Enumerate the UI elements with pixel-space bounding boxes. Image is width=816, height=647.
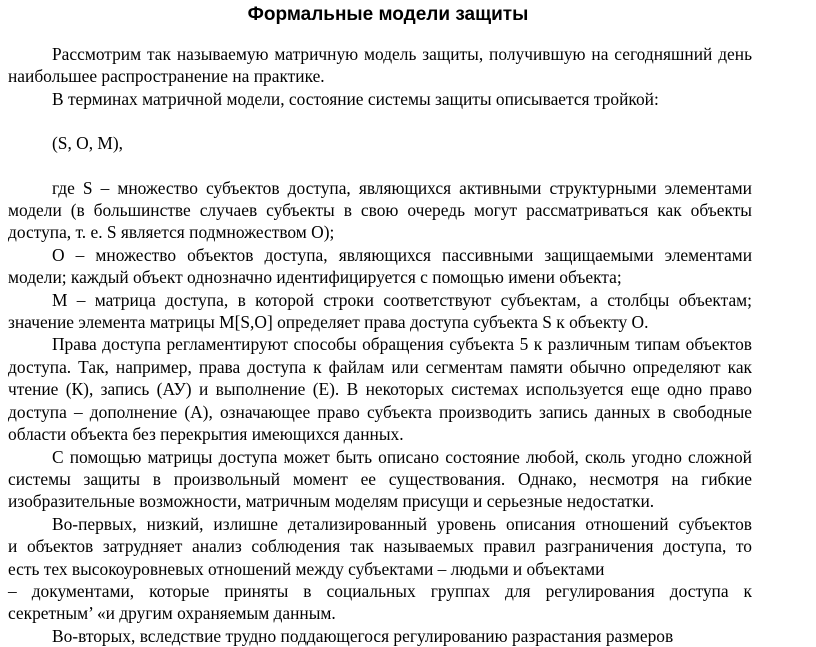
paragraph-objects: O – множество объектов доступа, являющихся пассивными защищаемыми элементами модели; каждый объект однозначно идентифицируется с помощью имени объекта;: [8, 244, 752, 288]
paragraph-first-drawback: [8, 513, 752, 625]
paragraph-access-rights: Права доступа регламентируют способы обращения субъекта 5 к различным типам объектов доступа. Так, например, права доступа к файлам или сегментам памяти обычно определяют как чтение (К), запись (АУ) и выполнение (Е). В некоторых системах используется еще одно право доступа – дополнение (А), означающее право субъекта производить запись данных в свободные области объекта без перекрытия имеющихся данных.: [8, 334, 752, 445]
page-title: Формальные модели защиты: [247, 4, 529, 25]
paragraph-matrix-state: С помощью матрицы доступа может быть описано состояние любой, сколь угодно сложной системы защиты в произвольный момент ее существования. Однако, несмотря на гибкие изобразительные возможности, матричным моделям присущи и серьезные недостатки.: [8, 446, 752, 512]
paragraph-triple-definition: В терминах матричной модели, состояние системы защиты описывается тройкой:: [52, 88, 659, 109]
paragraph-intro: Рассмотрим так называемую матричную модель защиты, получившую на сегодняшний день наибольшее распространение на практике.: [8, 44, 752, 87]
paragraph-second-drawback: Во-вторых, вследствие трудно поддающегося регулированию разрастания размеров: [52, 625, 674, 646]
first-drawback-line-4: – документами, которые приняты в социальных группах для регулирования доступа к: [8, 580, 752, 601]
first-drawback-line-5: секретным’ «и другим охраняемым данным.: [8, 603, 336, 624]
paragraph-subjects: где S – множество субъектов доступа, являющихся активными структурными элементами модели (в большинстве случаев субъекты в свою очередь могут рассматриваться как объекты доступа, т. е. S является подмножеством O);: [8, 177, 752, 243]
first-drawback-line-3: есть тех высокоуровневых отношений между субъектами – людьми и объектами: [8, 558, 605, 579]
document-body: [8, 43, 752, 647]
first-drawback-line-1: Во-первых, низкий, излишне детализированный уровень описания отношений субъектов: [52, 513, 752, 534]
first-drawback-line-2: и объектов затрудняет анализ соблюдения так называемых правил разграничения доступа, то: [8, 536, 752, 557]
paragraph-matrix: M – матрица доступа, в которой строки соответствуют субъектам, а столбцы объектам; значение элемента матрицы M[S,O] определяет права доступа субъекта S к объекту O.: [8, 289, 752, 333]
formula-triple: (S, O, M),: [52, 133, 124, 154]
